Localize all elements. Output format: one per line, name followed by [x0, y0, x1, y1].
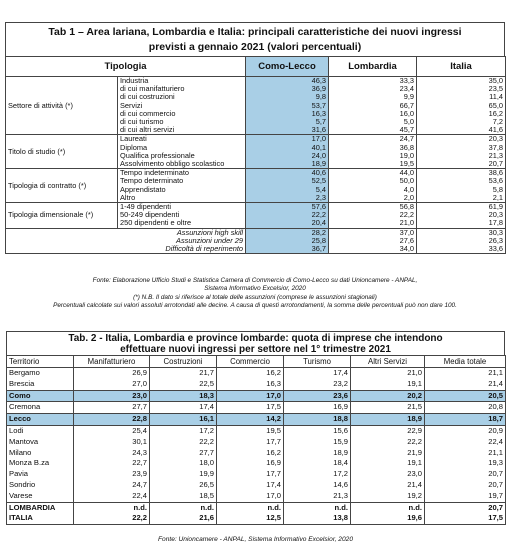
table2-cell-turismo: 17,2: [284, 469, 351, 480]
table2-cell-commercio: 17,5: [217, 402, 284, 414]
table1-cell-italia: 26,3: [417, 237, 506, 245]
table2-territory: Cremona: [7, 402, 74, 414]
table1-category: Titolo di studio (*): [6, 135, 118, 169]
table1-cell-italia: 20,7: [417, 160, 506, 169]
table1-row-label: di cui manifatturiero: [118, 85, 246, 93]
table2-cell-turismo: 13,8: [284, 513, 351, 524]
table1-row-label: 1-49 dipendenti: [118, 203, 246, 212]
table1-row-label: Servizi: [118, 102, 246, 110]
header-como-lecco: Como-Lecco: [246, 57, 329, 77]
table2-cell-costruzioni: 27,7: [150, 448, 217, 459]
table2-cell-manifatturiero: 23,9: [74, 469, 150, 480]
table2-cell-commercio: 17,0: [217, 491, 284, 502]
table2-cell-commercio: 14,2: [217, 414, 284, 426]
table2-cell-turismo: 18,9: [284, 448, 351, 459]
table2-cell-altri-servizi: 19,6: [351, 513, 425, 524]
table1-cell-lombardia: 37,0: [329, 228, 417, 237]
table1-row-label: Industria: [118, 77, 246, 86]
table1-cell-como-lecco: 17,0: [246, 135, 329, 144]
header-media-totale: Media totale: [425, 356, 506, 368]
table2-cell-manifatturiero: n.d.: [74, 502, 150, 513]
table2-territory: Varese: [7, 491, 74, 502]
table2-territory: Mantova: [7, 437, 74, 448]
table2-row: [7, 491, 506, 502]
table2-cell-costruzioni: 18,5: [150, 491, 217, 502]
table2-cell-media-totale: 19,7: [425, 491, 506, 502]
table1-cell-lombardia: 2,0: [329, 194, 417, 203]
table1-cell-lombardia: 9,9: [329, 93, 417, 101]
table1-cell-italia: 41,6: [417, 126, 506, 135]
table2-cell-media-totale: 18,7: [425, 414, 506, 426]
table1-row-label: Tempo indeterminato: [118, 169, 246, 178]
table2-territory: Lodi: [7, 425, 74, 436]
table1-cell-como-lecco: 9,8: [246, 93, 329, 101]
table1-summary-label: Assunzioni under 29: [6, 237, 246, 245]
table2-cell-turismo: 15,9: [284, 437, 351, 448]
table1-cell-como-lecco: 46,3: [246, 77, 329, 86]
table1-cell-como-lecco: 20,4: [246, 219, 329, 228]
table1-cell-como-lecco: 31,6: [246, 126, 329, 135]
table2-cell-manifatturiero: 30,1: [74, 437, 150, 448]
table2-cell-media-totale: 21,4: [425, 379, 506, 390]
table2-cell-altri-servizi: n.d.: [351, 502, 425, 513]
table1-cell-italia: 2,1: [417, 194, 506, 203]
table1-cell-italia: 21,3: [417, 152, 506, 160]
table2-territory: Bergamo: [7, 368, 74, 379]
table1-note-star: (*) N.B. Il dato si riferisce al totale delle assunzioni (comprese le assunzioni stagionali): [133, 293, 377, 301]
table1-cell-como-lecco: 52,5: [246, 177, 329, 185]
table2-title-line2: effettuare nuovi ingressi per settore nel 1° trimestre 2021: [120, 344, 391, 355]
table2-cell-media-totale: 21,1: [425, 368, 506, 379]
table1-cell-como-lecco: 5,7: [246, 118, 329, 126]
table2-cell-costruzioni: 18,0: [150, 458, 217, 469]
table1-cell-lombardia: 34,0: [329, 245, 417, 254]
table2-cell-media-totale: 19,3: [425, 458, 506, 469]
table1-summary-row: [6, 237, 506, 245]
table2-cell-media-totale: 20,5: [425, 390, 506, 402]
table2-cell-media-totale: 20,7: [425, 469, 506, 480]
table2-row: [7, 390, 506, 402]
table2-territory: Pavia: [7, 469, 74, 480]
table1-cell-italia: 20,3: [417, 135, 506, 144]
table1-cell-como-lecco: 18,9: [246, 160, 329, 169]
table2-cell-costruzioni: 21,6: [150, 513, 217, 524]
table1-cell-lombardia: 4,0: [329, 186, 417, 194]
table1-row-label: Assolvimento obbligo scolastico: [118, 160, 246, 169]
table2-cell-turismo: n.d.: [284, 502, 351, 513]
table2-cell-altri-servizi: 21,4: [351, 480, 425, 491]
table2-cell-costruzioni: n.d.: [150, 502, 217, 513]
table2-row: [7, 448, 506, 459]
table1-row: [6, 203, 506, 212]
table2-cell-commercio: 17,7: [217, 437, 284, 448]
table1-cell-italia: 5,8: [417, 186, 506, 194]
table1-cell-lombardia: 16,0: [329, 110, 417, 118]
table2-cell-altri-servizi: 21,5: [351, 402, 425, 414]
table2-cell-commercio: 17,0: [217, 390, 284, 402]
table1-cell-lombardia: 22,2: [329, 211, 417, 219]
table1-cell-italia: 7,2: [417, 118, 506, 126]
table2-cell-manifatturiero: 22,8: [74, 414, 150, 426]
table1-cell-como-lecco: 5,4: [246, 186, 329, 194]
table1-row-label: di cui altri servizi: [118, 126, 246, 135]
table1-cell-italia: 61,9: [417, 203, 506, 212]
table2-cell-media-totale: 17,5: [425, 513, 506, 524]
table2-territory: LOMBARDIA: [7, 502, 74, 513]
table2-cell-turismo: 16,9: [284, 402, 351, 414]
header-commercio: Commercio: [217, 356, 284, 368]
table1-note-rounding: Percentuali calcolate sui valori assoluti arrotondati alle decine. A causa di questi arrotondamenti, la somma delle percentuali può non dare 100.: [53, 302, 457, 310]
table2-cell-altri-servizi: 20,2: [351, 390, 425, 402]
table1-row-label: 250 dipendenti e oltre: [118, 219, 246, 228]
table1-cell-lombardia: 44,0: [329, 169, 417, 178]
table2-row: [7, 425, 506, 436]
table1-cell-italia: 17,8: [417, 219, 506, 228]
table2-territory: ITALIA: [7, 513, 74, 524]
table2-cell-media-totale: 21,1: [425, 448, 506, 459]
table2-cell-manifatturiero: 22,7: [74, 458, 150, 469]
table2-cell-altri-servizi: 18,9: [351, 414, 425, 426]
table1-row-label: Altro: [118, 194, 246, 203]
table2-cell-manifatturiero: 22,2: [74, 513, 150, 524]
table2-cell-turismo: 15,6: [284, 425, 351, 436]
table2-territory: Como: [7, 390, 74, 402]
table2-territory: Brescia: [7, 379, 74, 390]
table1-cell-italia: 35,0: [417, 77, 506, 86]
table1-cell-lombardia: 56,8: [329, 203, 417, 212]
table2-cell-altri-servizi: 21,9: [351, 448, 425, 459]
table1-cell-lombardia: 23,4: [329, 85, 417, 93]
table2-row: [7, 437, 506, 448]
table1-cell-como-lecco: 57,6: [246, 203, 329, 212]
table1-cell-como-lecco: 24,0: [246, 152, 329, 160]
table2-row: [7, 469, 506, 480]
table1-cell-como-lecco: 36,7: [246, 245, 329, 254]
table2-cell-turismo: 14,6: [284, 480, 351, 491]
table1-cell-italia: 65,0: [417, 102, 506, 110]
table2-cell-manifatturiero: 25,4: [74, 425, 150, 436]
table2-cell-altri-servizi: 22,9: [351, 425, 425, 436]
table2-row: [7, 480, 506, 491]
table1-source-line2: Sistema Informativo Excelsior, 2020: [204, 285, 306, 293]
table2-territory: Lecco: [7, 414, 74, 426]
table1-row-label: Laureati: [118, 135, 246, 144]
table1-cell-lombardia: 19,0: [329, 152, 417, 160]
table1-cell-italia: 38,6: [417, 169, 506, 178]
table2-cell-costruzioni: 19,9: [150, 469, 217, 480]
table2-cell-media-totale: 22,4: [425, 437, 506, 448]
table2-cell-turismo: 23,2: [284, 379, 351, 390]
table1-cell-como-lecco: 53,7: [246, 102, 329, 110]
table1-cell-lombardia: 50,0: [329, 177, 417, 185]
table2-cell-altri-servizi: 21,0: [351, 368, 425, 379]
table1-row: [6, 169, 506, 178]
header-lombardia: Lombardia: [329, 57, 417, 77]
table2-cell-turismo: 21,3: [284, 491, 351, 502]
table1-title-line2: previsti a gennaio 2021 (valori percentuali): [148, 41, 362, 53]
table2-cell-commercio: 17,7: [217, 469, 284, 480]
header-costruzioni: Costruzioni: [150, 356, 217, 368]
table2-cell-costruzioni: 26,5: [150, 480, 217, 491]
table2-title-line1: Tab. 2 - Italia, Lombardia e province lombarde: quota di imprese che intendono: [68, 333, 443, 344]
table2-cell-turismo: 18,4: [284, 458, 351, 469]
table1-cell-italia: 37,8: [417, 144, 506, 152]
table2-cell-altri-servizi: 19,1: [351, 379, 425, 390]
header-manifatturiero: Manifatturiero: [74, 356, 150, 368]
table2-cell-altri-servizi: 19,1: [351, 458, 425, 469]
table1-source-line1: Fonte: Elaborazione Ufficio Studi e Statistica Camera di Commercio di Como-Lecco su dati Unioncamere - ANPAL,: [92, 277, 418, 284]
table2-territory: Monza B.za: [7, 458, 74, 469]
table2-row: [7, 379, 506, 390]
table2-row: [7, 402, 506, 414]
table2-cell-manifatturiero: 24,7: [74, 480, 150, 491]
table1-cell-lombardia: 5,0: [329, 118, 417, 126]
table2-cell-costruzioni: 21,7: [150, 368, 217, 379]
table2-cell-costruzioni: 22,5: [150, 379, 217, 390]
table1-cell-lombardia: 36,8: [329, 144, 417, 152]
table1-cell-italia: 53,6: [417, 177, 506, 185]
table1-category: Tipologia di contratto (*): [6, 169, 118, 203]
table1-cell-lombardia: 27,6: [329, 237, 417, 245]
table1-cell-como-lecco: 28,2: [246, 228, 329, 237]
table1-cell-lombardia: 66,7: [329, 102, 417, 110]
table2-row: [7, 414, 506, 426]
header-altri-servizi: Altri Servizi: [351, 356, 425, 368]
table2-row: [7, 513, 506, 524]
table1-summary-row: [6, 245, 506, 254]
table2-cell-commercio: 16,2: [217, 368, 284, 379]
header-tipologia: Tipologia: [6, 57, 246, 77]
table1: [5, 56, 506, 254]
table2-cell-commercio: 17,4: [217, 480, 284, 491]
table2-cell-commercio: 16,3: [217, 379, 284, 390]
table1-cell-italia: 23,5: [417, 85, 506, 93]
table2-cell-commercio: 16,2: [217, 448, 284, 459]
table1-title: [5, 22, 505, 56]
table2-cell-costruzioni: 17,2: [150, 425, 217, 436]
table2-cell-manifatturiero: 24,3: [74, 448, 150, 459]
table2-cell-manifatturiero: 23,0: [74, 390, 150, 402]
table1-cell-italia: 30,3: [417, 228, 506, 237]
table2-territory: Sondrio: [7, 480, 74, 491]
table2-cell-commercio: 16,9: [217, 458, 284, 469]
table2-territory: Milano: [7, 448, 74, 459]
table2-title: [6, 331, 505, 355]
table1-title-line1: Tab 1 – Area lariana, Lombardia e Italia: principali caratteristiche dei nuovi ingressi: [48, 26, 462, 38]
table2-cell-costruzioni: 18,3: [150, 390, 217, 402]
table2-cell-turismo: 23,6: [284, 390, 351, 402]
table2-cell-altri-servizi: 19,2: [351, 491, 425, 502]
table2-cell-media-totale: 20,7: [425, 480, 506, 491]
header-territorio: Territorio: [7, 356, 74, 368]
table1-row: [6, 135, 506, 144]
table2-row: [7, 502, 506, 513]
table2-cell-commercio: 12,5: [217, 513, 284, 524]
table2: [6, 355, 506, 525]
table2-cell-turismo: 17,4: [284, 368, 351, 379]
table2-cell-manifatturiero: 26,9: [74, 368, 150, 379]
table1-category: Settore di attività (*): [6, 77, 118, 135]
table2-cell-commercio: 19,5: [217, 425, 284, 436]
table1-cell-como-lecco: 36,9: [246, 85, 329, 93]
table2-cell-manifatturiero: 22,4: [74, 491, 150, 502]
table1-cell-lombardia: 21,0: [329, 219, 417, 228]
table2-cell-altri-servizi: 23,0: [351, 469, 425, 480]
header-italia: Italia: [417, 57, 506, 77]
table1-row-label: di cui commercio: [118, 110, 246, 118]
table1-cell-lombardia: 33,3: [329, 77, 417, 86]
table2-cell-manifatturiero: 27,0: [74, 379, 150, 390]
table1-row-label: 50-249 dipendenti: [118, 211, 246, 219]
table1-notes: [5, 277, 505, 311]
table1-cell-italia: 16,2: [417, 110, 506, 118]
table1-category: Tipologia dimensionale (*): [6, 203, 118, 229]
table1-cell-italia: 33,6: [417, 245, 506, 254]
table1-row-label: Diploma: [118, 144, 246, 152]
table1-row-label: di cui costruzioni: [118, 93, 246, 101]
table2-row: [7, 368, 506, 379]
table1-cell-italia: 20,3: [417, 211, 506, 219]
table2-cell-media-totale: 20,7: [425, 502, 506, 513]
table1-cell-lombardia: 19,5: [329, 160, 417, 169]
table1-cell-como-lecco: 22,2: [246, 211, 329, 219]
table1-cell-lombardia: 24,7: [329, 135, 417, 144]
table1-cell-como-lecco: 2,3: [246, 194, 329, 203]
table2-cell-costruzioni: 16,1: [150, 414, 217, 426]
table2-cell-media-totale: 20,9: [425, 425, 506, 436]
table2-source: Fonte: Unioncamere - ANPAL, Sistema Informativo Excelsior, 2020: [158, 536, 353, 543]
table2-header-row: [7, 356, 506, 368]
table1-cell-lombardia: 45,7: [329, 126, 417, 135]
table1-cell-como-lecco: 16,3: [246, 110, 329, 118]
table2-cell-media-totale: 20,8: [425, 402, 506, 414]
table2-cell-costruzioni: 17,4: [150, 402, 217, 414]
table1-cell-como-lecco: 25,8: [246, 237, 329, 245]
table2-cell-commercio: n.d.: [217, 502, 284, 513]
table2-cell-manifatturiero: 27,7: [74, 402, 150, 414]
table1-row-label: Apprendistato: [118, 186, 246, 194]
table2-row: [7, 458, 506, 469]
table2-cell-altri-servizi: 22,2: [351, 437, 425, 448]
header-turismo: Turismo: [284, 356, 351, 368]
table2-cell-costruzioni: 22,2: [150, 437, 217, 448]
table2-cell-turismo: 18,8: [284, 414, 351, 426]
table1-cell-italia: 11,4: [417, 93, 506, 101]
table1-summary-row: [6, 228, 506, 237]
table1-row-label: Tempo determinato: [118, 177, 246, 185]
table1-cell-como-lecco: 40,6: [246, 169, 329, 178]
table1-cell-como-lecco: 40,1: [246, 144, 329, 152]
table1-row-label: Qualifica professionale: [118, 152, 246, 160]
table1-row: [6, 77, 506, 86]
table1-summary-label: Difficoltà di reperimento: [6, 245, 246, 254]
table1-row-label: di cui turismo: [118, 118, 246, 126]
table1-summary-label: Assunzioni high skill: [6, 228, 246, 237]
table1-header-row: [6, 57, 506, 77]
